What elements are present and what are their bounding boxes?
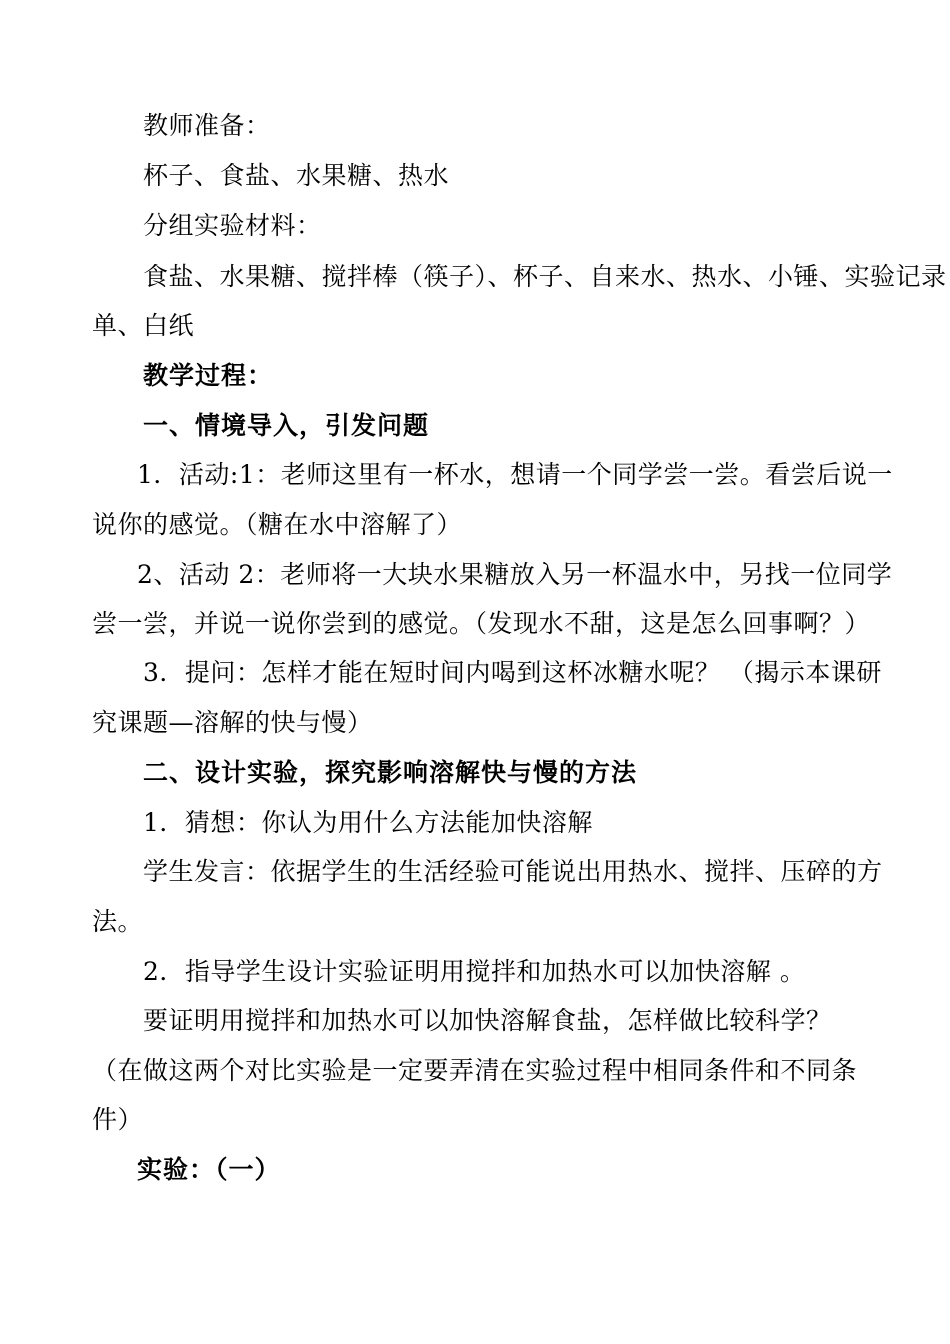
heading-section-one: 一、情境导入，引发问题 <box>143 411 430 440</box>
paragraph-student-speech-line2: 法。 <box>92 907 144 936</box>
paragraph-activity2-line1: 2、活动 2：老师将一大块水果糖放入另一杯温水中，另找一位同学 <box>137 560 893 589</box>
paragraph-group-materials-line1: 食盐、水果糖、搅拌棒（筷子）、杯子、自来水、热水、小锤、实验记录 <box>143 262 947 291</box>
paragraph-note-line2: 件） <box>92 1105 144 1134</box>
paragraph-note-line1: （在做这两个对比实验是一定要弄清在实验过程中相同条件和不同条 <box>92 1056 858 1085</box>
paragraph-guess: 1．猜想：你认为用什么方法能加快溶解 <box>143 808 593 837</box>
paragraph-group-materials-heading: 分组实验材料： <box>143 211 322 240</box>
paragraph-activity1-line1: 1．活动:1：老师这里有一杯水，想请一个同学尝一尝。看尝后说一 <box>137 460 893 489</box>
heading-experiment-one: 实验：（一） <box>137 1155 281 1184</box>
heading-teaching-process: 教学过程： <box>143 361 274 390</box>
paragraph-student-speech-line1: 学生发言：依据学生的生活经验可能说出用热水、搅拌、压碎的方 <box>143 857 883 886</box>
paragraph-teacher-prep-heading: 教师准备： <box>143 111 271 140</box>
paragraph-activity2-line2: 尝一尝，并说一说你尝到的感觉。（发现水不甜，这是怎么回事啊？） <box>92 609 871 638</box>
paragraph-question-line1: 3．提问：怎样才能在短时间内喝到这杯冰糖水呢？ （揭示本课研 <box>143 658 882 687</box>
paragraph-question-line2: 究课题—溶解的快与慢） <box>92 708 373 737</box>
paragraph-prove-question: 要证明用搅拌和加热水可以加快溶解食盐，怎样做比较科学？ <box>143 1006 832 1035</box>
heading-section-two: 二、设计实验，探究影响溶解快与慢的方法 <box>143 758 638 787</box>
paragraph-group-materials-line2: 单、白纸 <box>92 311 195 340</box>
paragraph-activity1-line2: 说你的感觉。（糖在水中溶解了） <box>92 510 463 539</box>
paragraph-guide-design: 2．指导学生设计实验证明用搅拌和加热水可以加快溶解 。 <box>143 957 806 986</box>
paragraph-teacher-materials: 杯子、食盐、水果糖、热水 <box>143 161 450 190</box>
